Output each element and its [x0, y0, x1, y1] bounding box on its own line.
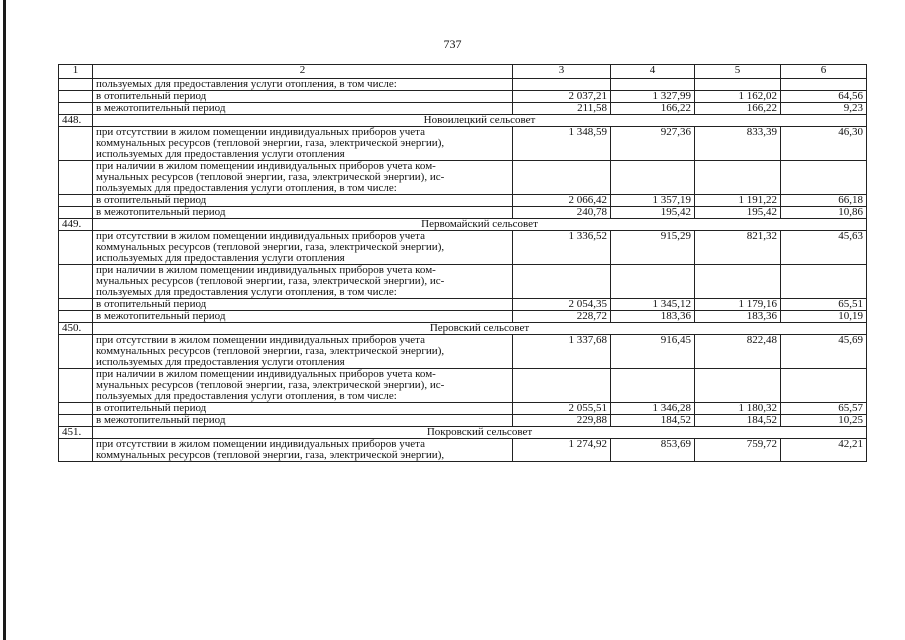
value-col5: 166,22: [695, 103, 781, 115]
value-col6: 10,86: [781, 207, 867, 219]
value-col6: 65,51: [781, 299, 867, 311]
num-cell: [59, 231, 93, 265]
description-line: мунальных ресурсов (тепловой энергии, газа, электрической энергии), ис-: [96, 275, 445, 287]
value-col4: 166,22: [611, 103, 695, 115]
num-cell: [59, 127, 93, 161]
description-line: пользуемых для предоставления услуги отопления, в том числе:: [96, 390, 397, 402]
value-cell: [695, 79, 781, 91]
num-cell: [59, 415, 93, 427]
value-col6: 64,56: [781, 91, 867, 103]
column-header: 6: [781, 65, 867, 79]
column-header: 2: [93, 65, 513, 79]
value-cell: [611, 265, 695, 299]
with-meters-description: [93, 161, 513, 195]
num-cell: [59, 161, 93, 195]
value-col4: 915,29: [611, 231, 695, 265]
value-col4: 183,36: [611, 311, 695, 323]
value-col4: 184,52: [611, 415, 695, 427]
value-cell: [781, 161, 867, 195]
without-meters-row: [59, 439, 867, 462]
num-cell: [59, 439, 93, 462]
value-col4: 1 357,19: [611, 195, 695, 207]
description-line: коммунальных ресурсов (тепловой энергии, газа, электрической энергии),: [96, 241, 445, 253]
value-col5: 183,36: [695, 311, 781, 323]
description-line: используемых для предоставления услуги отопления: [96, 356, 345, 368]
value-cell: [513, 369, 611, 403]
num-cell: [59, 299, 93, 311]
value-col6: 10,19: [781, 311, 867, 323]
interheating-period-label: в межотопительный период: [93, 103, 513, 115]
value-col6: 65,57: [781, 403, 867, 415]
heating-period-label: в отопительный период: [93, 403, 513, 415]
with-meters-description: [93, 265, 513, 299]
value-col3: 1 337,68: [513, 335, 611, 369]
description-line: при отсутствии в жилом помещении индивидуальных приборов учета: [96, 334, 425, 346]
value-cell: [611, 79, 695, 91]
value-col6: 66,18: [781, 195, 867, 207]
with-meters-row: [59, 265, 867, 299]
heating-period-row: [59, 403, 867, 415]
column-header: 5: [695, 65, 781, 79]
value-col6: 9,23: [781, 103, 867, 115]
value-cell: [513, 79, 611, 91]
column-header: 4: [611, 65, 695, 79]
value-col4: 195,42: [611, 207, 695, 219]
description-line: используемых для предоставления услуги отопления: [96, 148, 345, 160]
value-cell: [695, 161, 781, 195]
heating-period-label: в отопительный период: [93, 299, 513, 311]
section-title: Первомайский сельсовет: [93, 219, 867, 231]
value-col6: 45,69: [781, 335, 867, 369]
num-cell: [59, 403, 93, 415]
value-col5: 822,48: [695, 335, 781, 369]
without-meters-description: [93, 231, 513, 265]
description-line: мунальных ресурсов (тепловой энергии, газа, электрической энергии), ис-: [96, 171, 445, 183]
value-col5: 1 179,16: [695, 299, 781, 311]
value-col6: 45,63: [781, 231, 867, 265]
interheating-period-label: в межотопительный период: [93, 415, 513, 427]
section-number: 450.: [59, 323, 93, 335]
description-line: при отсутствии в жилом помещении индивидуальных приборов учета: [96, 126, 425, 138]
page-left-edge-rule: [3, 0, 6, 640]
heating-period-label: в отопительный период: [93, 195, 513, 207]
description-line: при наличии в жилом помещении индивидуальных приборов учета ком-: [96, 160, 436, 172]
value-col3: 1 274,92: [513, 439, 611, 462]
value-col3: 1 348,59: [513, 127, 611, 161]
with-meters-description: [93, 369, 513, 403]
value-col4: 916,45: [611, 335, 695, 369]
num-cell: [59, 103, 93, 115]
value-col3: 211,58: [513, 103, 611, 115]
value-col3: 2 055,51: [513, 403, 611, 415]
value-col4: 1 346,28: [611, 403, 695, 415]
interheating-period-row: [59, 103, 867, 115]
without-meters-description: [93, 439, 513, 462]
num-cell: [59, 265, 93, 299]
description-line: коммунальных ресурсов (тепловой энергии, газа, электрической энергии),: [96, 345, 445, 357]
num-cell: [59, 79, 93, 91]
continued-row: [59, 79, 867, 91]
value-col6: 46,30: [781, 127, 867, 161]
column-number-row: [59, 65, 867, 79]
num-cell: [59, 207, 93, 219]
section-header-row: [59, 219, 867, 231]
value-col3: 229,88: [513, 415, 611, 427]
interheating-period-label: в межотопительный период: [93, 311, 513, 323]
value-col4: 1 345,12: [611, 299, 695, 311]
without-meters-row: [59, 231, 867, 265]
value-col3: 2 066,42: [513, 195, 611, 207]
heating-period-row: [59, 91, 867, 103]
value-col6: 42,21: [781, 439, 867, 462]
value-col6: 10,25: [781, 415, 867, 427]
value-cell: [781, 79, 867, 91]
column-header: 3: [513, 65, 611, 79]
description-line: коммунальных ресурсов (тепловой энергии, газа, электрической энергии),: [96, 137, 445, 149]
value-col4: 853,69: [611, 439, 695, 462]
value-col3: 2 037,21: [513, 91, 611, 103]
value-col5: 195,42: [695, 207, 781, 219]
description-line: пользуемых для предоставления услуги отопления, в том числе:: [96, 286, 397, 298]
section-title: Новоилецкий сельсовет: [93, 115, 867, 127]
value-cell: [695, 265, 781, 299]
value-col5: 1 191,22: [695, 195, 781, 207]
value-col4: 927,36: [611, 127, 695, 161]
section-header-row: [59, 427, 867, 439]
num-cell: [59, 369, 93, 403]
interheating-period-row: [59, 415, 867, 427]
without-meters-row: [59, 127, 867, 161]
value-cell: [695, 369, 781, 403]
description-line: пользуемых для предоставления услуги отопления, в том числе:: [96, 182, 397, 194]
value-col3: 1 336,52: [513, 231, 611, 265]
description-line: мунальных ресурсов (тепловой энергии, газа, электрической энергии), ис-: [96, 379, 445, 391]
without-meters-row: [59, 335, 867, 369]
value-cell: [611, 369, 695, 403]
section-number: 448.: [59, 115, 93, 127]
description-line: при наличии в жилом помещении индивидуальных приборов учета ком-: [96, 368, 436, 380]
column-header: 1: [59, 65, 93, 79]
continued-text: пользуемых для предоставления услуги отопления, в том числе:: [93, 79, 513, 91]
interheating-period-label: в межотопительный период: [93, 207, 513, 219]
num-cell: [59, 195, 93, 207]
value-col3: 2 054,35: [513, 299, 611, 311]
section-title: Перовский сельсовет: [93, 323, 867, 335]
num-cell: [59, 311, 93, 323]
interheating-period-row: [59, 207, 867, 219]
section-header-row: [59, 323, 867, 335]
value-col3: 228,72: [513, 311, 611, 323]
value-col4: 1 327,99: [611, 91, 695, 103]
value-col5: 1 180,32: [695, 403, 781, 415]
description-line: при отсутствии в жилом помещении индивидуальных приборов учета: [96, 230, 425, 242]
description-line: при наличии в жилом помещении индивидуальных приборов учета ком-: [96, 264, 436, 276]
description-line: коммунальных ресурсов (тепловой энергии, газа, электрической энергии),: [96, 449, 445, 461]
with-meters-row: [59, 161, 867, 195]
section-number: 449.: [59, 219, 93, 231]
page-number: 737: [443, 37, 462, 51]
value-cell: [513, 265, 611, 299]
value-col5: 821,32: [695, 231, 781, 265]
value-col5: 1 162,02: [695, 91, 781, 103]
section-title: Покровский сельсовет: [93, 427, 867, 439]
interheating-period-row: [59, 311, 867, 323]
value-cell: [513, 161, 611, 195]
value-cell: [611, 161, 695, 195]
section-header-row: [59, 115, 867, 127]
tariff-table: [58, 64, 867, 462]
value-cell: [781, 265, 867, 299]
heating-period-label: в отопительный период: [93, 91, 513, 103]
value-col3: 240,78: [513, 207, 611, 219]
value-col5: 833,39: [695, 127, 781, 161]
with-meters-row: [59, 369, 867, 403]
without-meters-description: [93, 335, 513, 369]
tariff-table-body: [59, 65, 867, 462]
description-line: при отсутствии в жилом помещении индивидуальных приборов учета: [96, 438, 425, 450]
without-meters-description: [93, 127, 513, 161]
num-cell: [59, 91, 93, 103]
description-line: используемых для предоставления услуги отопления: [96, 252, 345, 264]
value-col5: 759,72: [695, 439, 781, 462]
num-cell: [59, 335, 93, 369]
heating-period-row: [59, 299, 867, 311]
section-number: 451.: [59, 427, 93, 439]
value-col5: 184,52: [695, 415, 781, 427]
value-cell: [781, 369, 867, 403]
heating-period-row: [59, 195, 867, 207]
